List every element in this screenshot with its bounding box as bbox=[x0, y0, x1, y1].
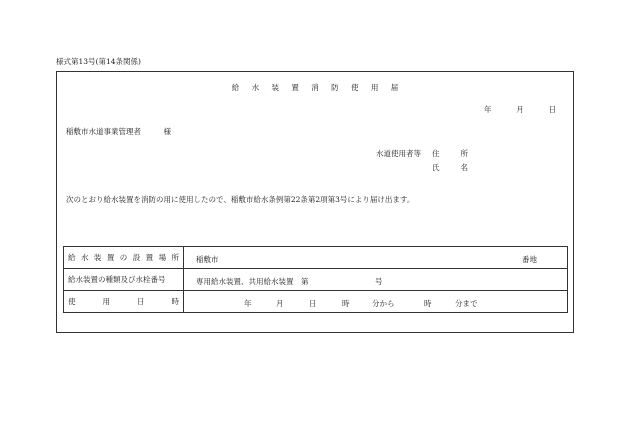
type-value: 専用給水装置、共用給水装置 第 bbox=[196, 277, 309, 286]
banchi-label: 番地 bbox=[522, 255, 537, 264]
location-field[interactable] bbox=[184, 247, 568, 269]
datetime-header: 使 用 日 時 bbox=[64, 291, 184, 313]
type-field[interactable] bbox=[184, 269, 568, 291]
table-row bbox=[64, 269, 568, 291]
hour-unit: 時 bbox=[342, 299, 350, 308]
city-name: 稲敷市 bbox=[196, 255, 219, 264]
day-label: 日 bbox=[548, 105, 556, 114]
body-text: 次のとおり給水装置を消防の用に使用したので、稲敷市給水条例第22条第2項第3号により届け出ます。 bbox=[66, 195, 415, 204]
year-unit: 年 bbox=[244, 299, 252, 308]
addressee: 稲敷市水道事業管理者 様 bbox=[66, 127, 171, 136]
location-header: 給 水 装 置 の 設 置 場 所 bbox=[64, 247, 184, 269]
address-label-a: 住 bbox=[432, 149, 440, 158]
minute-to-unit: 分まで bbox=[455, 299, 478, 308]
name-label-b: 名 bbox=[460, 163, 468, 172]
date-line bbox=[484, 106, 556, 114]
table-row bbox=[64, 247, 568, 269]
name-label-a: 氏 bbox=[432, 163, 440, 172]
hour-to-unit: 時 bbox=[424, 299, 432, 308]
type-header: 給水装置の種類及び水栓番号 bbox=[64, 269, 184, 291]
address-label bbox=[432, 150, 468, 158]
form-title-text: 給 水 装 置 消 防 使 用 届 bbox=[231, 83, 399, 92]
info-table bbox=[63, 246, 568, 313]
address-label-b: 所 bbox=[460, 149, 468, 158]
applicant-role: 水道使用者等 bbox=[376, 149, 421, 158]
day-unit: 日 bbox=[309, 299, 317, 308]
year-label: 年 bbox=[484, 105, 492, 114]
form-title bbox=[0, 84, 630, 92]
datetime-field[interactable] bbox=[184, 291, 568, 313]
month-unit: 月 bbox=[276, 299, 284, 308]
month-label: 月 bbox=[516, 105, 524, 114]
name-label bbox=[432, 164, 468, 172]
form-number: 様式第13号(第14条関係) bbox=[56, 57, 141, 66]
number-suffix: 号 bbox=[375, 277, 383, 286]
table-row bbox=[64, 291, 568, 313]
minute-from-unit: 分から bbox=[372, 299, 395, 308]
